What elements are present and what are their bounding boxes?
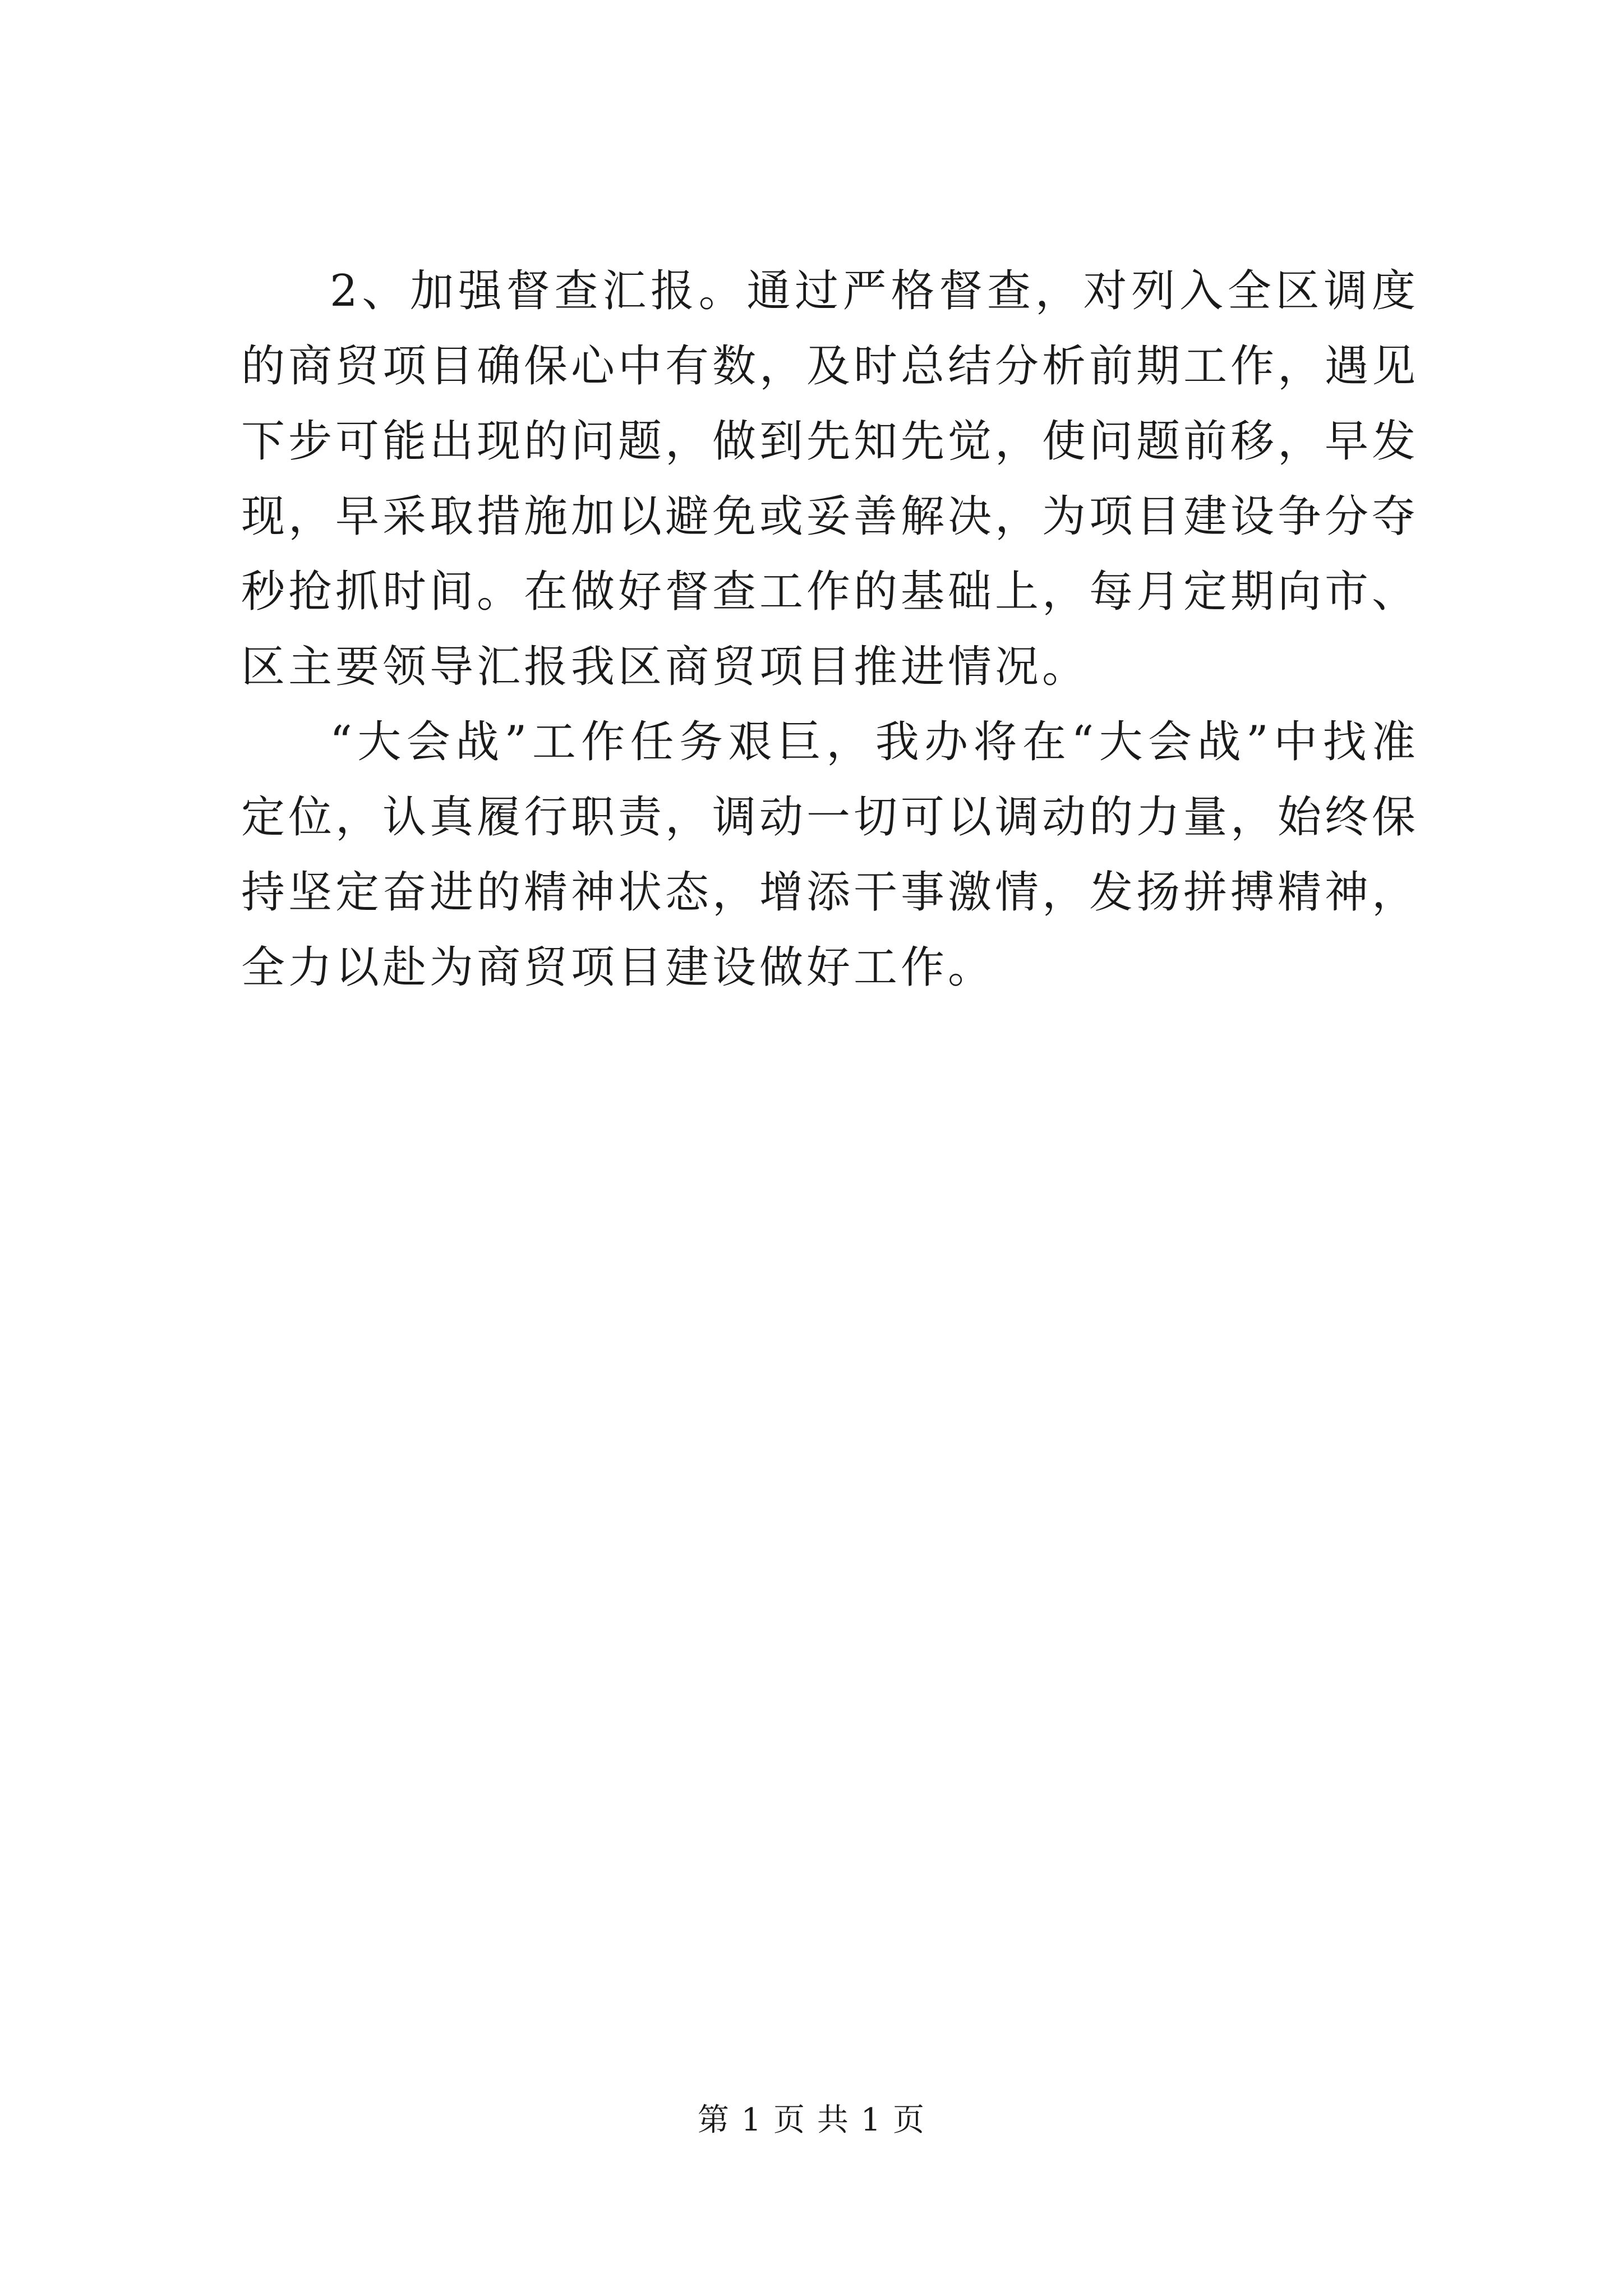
- document-body: [241, 254, 1419, 1005]
- paragraph-supervision-report: 2、加强督查汇报。通过严格督查，对列入全区调度的商贸项目确保心中有数，及时总结分析前期工作，遇见下步可能出现的问题，做到先知先觉，使问题前移，早发现，早采取措施加以避免或妥善解决，为项目建设争分夺秒抢抓时间。在做好督查工作的基础上，每月定期向市、区主要领导汇报我区商贸项目推进情况。: [241, 266, 1419, 692]
- paragraph-conclusion: “大会战”工作任务艰巨，我办将在“大会战”中找准定位，认真履行职责，调动一切可以调动的力量，始终保持坚定奋进的精神状态，增添干事激情，发扬拼搏精神，全力以赴为商贸项目建设做好工作。: [241, 717, 1419, 993]
- page-number-footer: 第 1 页 共 1 页: [697, 2102, 926, 2138]
